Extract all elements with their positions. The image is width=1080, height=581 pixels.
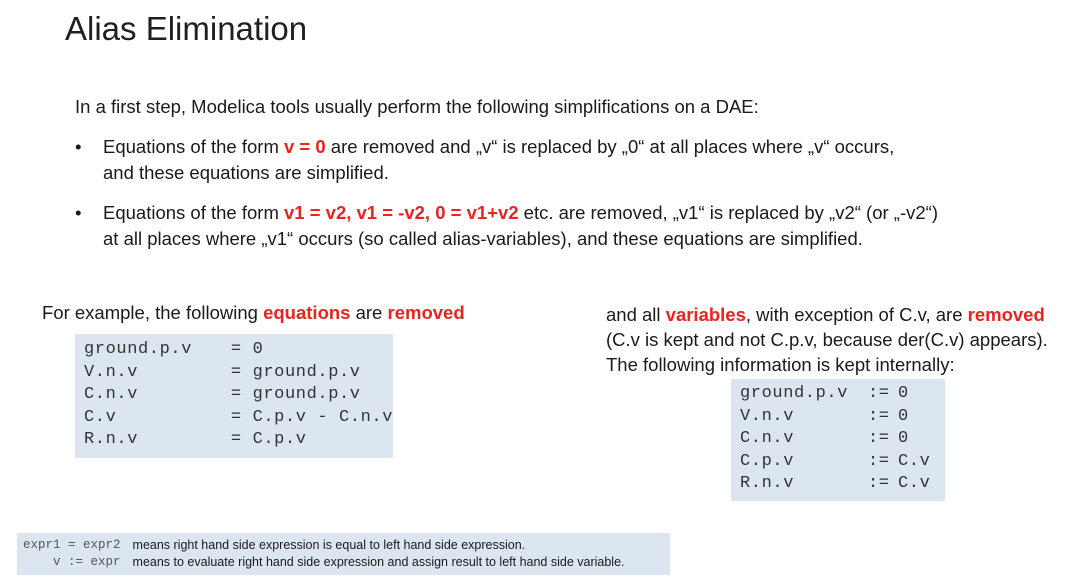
bullet-text: [103, 200, 1063, 252]
code-lhs: R.n.v: [740, 474, 795, 494]
code-lhs: C.n.v: [740, 429, 795, 449]
code-lhs: ground.p.v: [740, 384, 849, 403]
code-line: [740, 406, 930, 429]
legend-table: [23, 537, 625, 571]
removed-variables-heading: [606, 302, 1076, 377]
code-rhs: ground.p.v: [252, 362, 361, 382]
code-lhs: C.p.v: [740, 451, 795, 471]
code-rhs: ground.p.v: [252, 385, 361, 405]
heading-part: (C.v is kept and not C.p.v, because der(C.v) appears).: [606, 329, 1048, 350]
bullet-text-part: Equations of the form: [103, 136, 284, 157]
notation-legend: [17, 533, 670, 575]
legend-row: [23, 537, 625, 554]
bullet-text: [103, 134, 1063, 186]
code-line: [740, 451, 930, 474]
code-op: =: [230, 340, 242, 359]
code-op: =: [230, 407, 242, 427]
code-op: :=: [868, 406, 890, 426]
heading-part: are: [350, 302, 388, 323]
removed-equations-heading: [42, 302, 465, 324]
code-lhs: V.n.v: [740, 406, 795, 426]
bullet-text-part: etc. are removed, „v1“ is replaced by „v2“ (or „-v2“): [518, 202, 938, 223]
bullet-text-part: and these equations are simplified.: [103, 162, 389, 183]
code-lhs: C.v: [84, 407, 117, 427]
bullet-marker: •: [75, 136, 82, 157]
code-rhs: 0: [898, 384, 909, 403]
removed-equations-code: [75, 334, 393, 458]
assignments-table: [740, 383, 930, 496]
code-op: :=: [868, 451, 890, 471]
bullet-item-2: [75, 200, 1063, 252]
equations-table: [84, 339, 393, 452]
code-line: [740, 428, 930, 451]
slide-title: Alias Elimination: [65, 10, 308, 47]
code-line: [84, 429, 393, 452]
kept-assignments-code: [731, 379, 945, 501]
code-op: =: [230, 385, 242, 405]
highlight-text: v = 0: [284, 136, 326, 157]
legend-description: means right hand side expression is equal to left hand side expression.: [132, 538, 526, 552]
bullet-text-part: are removed and „v“ is replaced by „0“ at all places where „v“ occurs,: [325, 136, 895, 157]
code-op: :=: [868, 384, 890, 403]
code-lhs: V.n.v: [84, 362, 139, 382]
code-lhs: R.n.v: [84, 430, 139, 450]
legend-description: means to evaluate right hand side expression and assign result to left hand side variable.: [132, 555, 625, 569]
legend-code: v := expr: [23, 555, 121, 569]
heading-part: and all: [606, 304, 666, 325]
code-line: [84, 384, 393, 407]
code-op: :=: [868, 429, 890, 449]
code-rhs: 0: [252, 340, 264, 359]
highlight-text: equations: [263, 302, 351, 323]
heading-part: The following information is kept internally:: [606, 354, 955, 375]
code-line: [84, 407, 393, 430]
code-rhs: C.p.v: [252, 430, 307, 450]
code-line: [84, 339, 393, 362]
heading-part: , with exception of C.v, are: [745, 304, 968, 325]
highlight-text: removed: [387, 302, 465, 323]
bullet-marker: •: [75, 202, 82, 223]
code-line: [740, 473, 930, 496]
bullet-item-1: [75, 134, 1063, 186]
legend-code: expr1 = expr2: [23, 538, 121, 552]
code-lhs: C.n.v: [84, 385, 139, 405]
legend-row: [23, 554, 625, 571]
code-lhs: ground.p.v: [84, 340, 193, 359]
code-rhs: C.p.v - C.n.v: [252, 407, 393, 427]
code-rhs: C.v: [898, 474, 931, 494]
code-op: :=: [868, 474, 890, 494]
highlight-text: variables: [665, 304, 746, 325]
intro-text: In a first step, Modelica tools usually perform the following simplifications on a DAE:: [75, 96, 759, 117]
code-rhs: 0: [898, 406, 909, 426]
bullet-text-part: at all places where „v1“ occurs (so called alias-variables), and these equations are simplified.: [103, 228, 863, 249]
code-rhs: C.v: [898, 451, 931, 471]
code-line: [740, 383, 930, 406]
code-line: [84, 362, 393, 385]
code-op: =: [230, 362, 242, 382]
highlight-text: removed: [967, 304, 1045, 325]
code-op: =: [230, 430, 242, 450]
heading-part: For example, the following: [42, 302, 264, 323]
code-rhs: 0: [898, 429, 909, 449]
highlight-text: v1 = v2, v1 = -v2, 0 = v1+v2: [284, 202, 519, 223]
bullet-text-part: Equations of the form: [103, 202, 284, 223]
